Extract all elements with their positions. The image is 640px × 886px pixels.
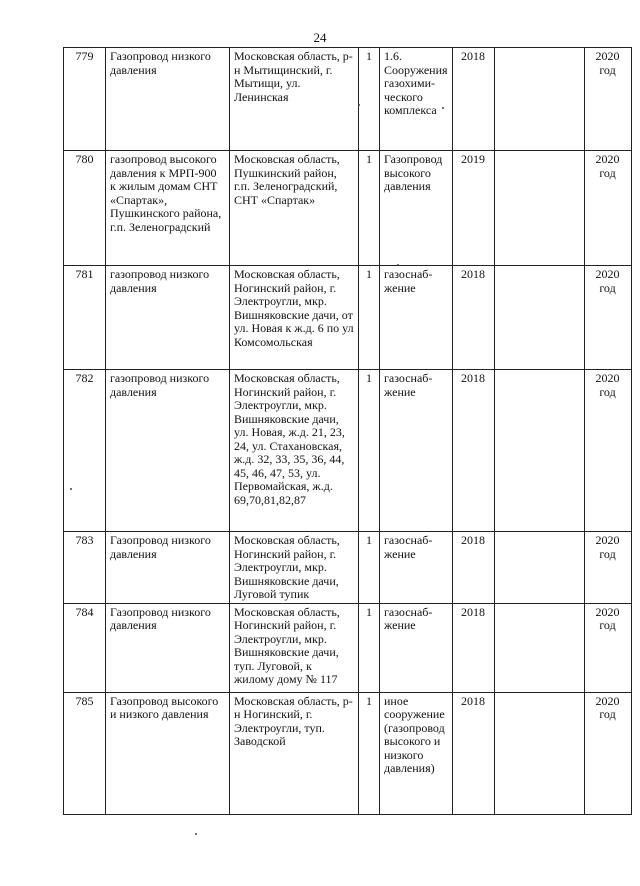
object-purpose: Газопровод высокого давления [380, 151, 453, 266]
empty-cell [494, 48, 584, 151]
commission-year: 2018 [452, 370, 494, 532]
object-quantity: 1 [359, 48, 380, 151]
object-quantity: 1 [359, 692, 380, 814]
object-purpose: газоснаб-жение [380, 603, 453, 692]
table-row [64, 692, 632, 814]
table-row [64, 151, 632, 266]
commission-year: 2018 [452, 532, 494, 604]
row-number: 780 [64, 151, 106, 266]
object-quantity: 1 [359, 603, 380, 692]
term-year: 2020 год [584, 266, 631, 370]
table-row [64, 48, 632, 151]
term-year: 2020 год [584, 532, 631, 604]
object-location: Московская область, Пушкинский район, г.п. Зеленоградский, СНТ «Спартак» [230, 151, 359, 266]
object-name: газопровод высокого давления к МРП-900 к жилым домам СНТ «Спартак», Пушкинского района, г.п. Зеленоградский [106, 151, 230, 266]
object-location: Московская область, р-н Ногинский, г. Электроугли, туп. Заводской [230, 692, 359, 814]
object-location: Московская область, Ногинский район, г. Электроугли, мкр. Вишняковские дачи, от ул. Новая к ж.д. 6 по ул Комсомольская [230, 266, 359, 370]
object-location: Московская область, Ногинский район, г. Электроугли, мкр. Вишняковские дачи, Луговой тупик [230, 532, 359, 604]
table-row [64, 532, 632, 604]
object-location: Московская область, Ногинский район, г. Электроугли, мкр. Вишняковские дачи, туп. Луговой, к жилому дому № 117 [230, 603, 359, 692]
object-purpose: газоснаб-жение [380, 266, 453, 370]
empty-cell [494, 603, 584, 692]
object-purpose: газоснаб-жение [380, 370, 453, 532]
row-number: 785 [64, 692, 106, 814]
commission-year: 2018 [452, 692, 494, 814]
registry-body [64, 48, 632, 815]
object-location: Московская область, Ногинский район, г. Электроугли, мкр. Вишняковские дачи, ул. Новая, ж.д. 21, 23, 24, ул. Стахановская, ж.д. 32, 33, 35, 36, 44, 45, 46, 47, 53, ул. Первомайская, ж.д. 69,70,81,82,87 [230, 370, 359, 532]
row-number: 784 [64, 603, 106, 692]
scan-speck [195, 833, 197, 835]
object-purpose: газоснаб-жение [380, 532, 453, 604]
object-purpose: 1.6. Сооружения газохими-ческого комплекса [380, 48, 453, 151]
scan-speck [70, 488, 72, 490]
object-name: газопровод низкого давления [106, 266, 230, 370]
empty-cell [494, 151, 584, 266]
table-row [64, 266, 632, 370]
object-quantity: 1 [359, 532, 380, 604]
commission-year: 2018 [452, 48, 494, 151]
object-quantity: 1 [359, 370, 380, 532]
object-location: Московская область, р-н Мытищинский, г. Мытищи, ул. Ленинская [230, 48, 359, 151]
object-name: Газопровод низкого давления [106, 603, 230, 692]
empty-cell [494, 370, 584, 532]
row-number: 779 [64, 48, 106, 151]
page-number: 24 [313, 30, 327, 45]
row-number: 782 [64, 370, 106, 532]
property-registry-table [63, 47, 632, 815]
commission-year: 2018 [452, 266, 494, 370]
row-number: 781 [64, 266, 106, 370]
object-name: газопровод низкого давления [106, 370, 230, 532]
term-year: 2020 год [584, 370, 631, 532]
scan-speck [397, 264, 399, 266]
object-name: Газопровод низкого давления [106, 532, 230, 604]
row-number: 783 [64, 532, 106, 604]
commission-year: 2019 [452, 151, 494, 266]
commission-year: 2018 [452, 603, 494, 692]
term-year: 2020 год [584, 151, 631, 266]
object-purpose: иное сооружение (газопровод высокого и низкого давления) [380, 692, 453, 814]
empty-cell [494, 532, 584, 604]
term-year: 2020 год [584, 48, 631, 151]
term-year: 2020 год [584, 692, 631, 814]
object-name: Газопровод низкого давления [106, 48, 230, 151]
empty-cell [494, 692, 584, 814]
object-quantity: 1 [359, 151, 380, 266]
table-row [64, 603, 632, 692]
term-year: 2020 год [584, 603, 631, 692]
empty-cell [494, 266, 584, 370]
object-name: Газопровод высокого и низкого давления [106, 692, 230, 814]
table-row [64, 370, 632, 532]
object-quantity: 1 [359, 266, 380, 370]
scan-speck [442, 107, 444, 109]
scan-speck [358, 104, 360, 106]
